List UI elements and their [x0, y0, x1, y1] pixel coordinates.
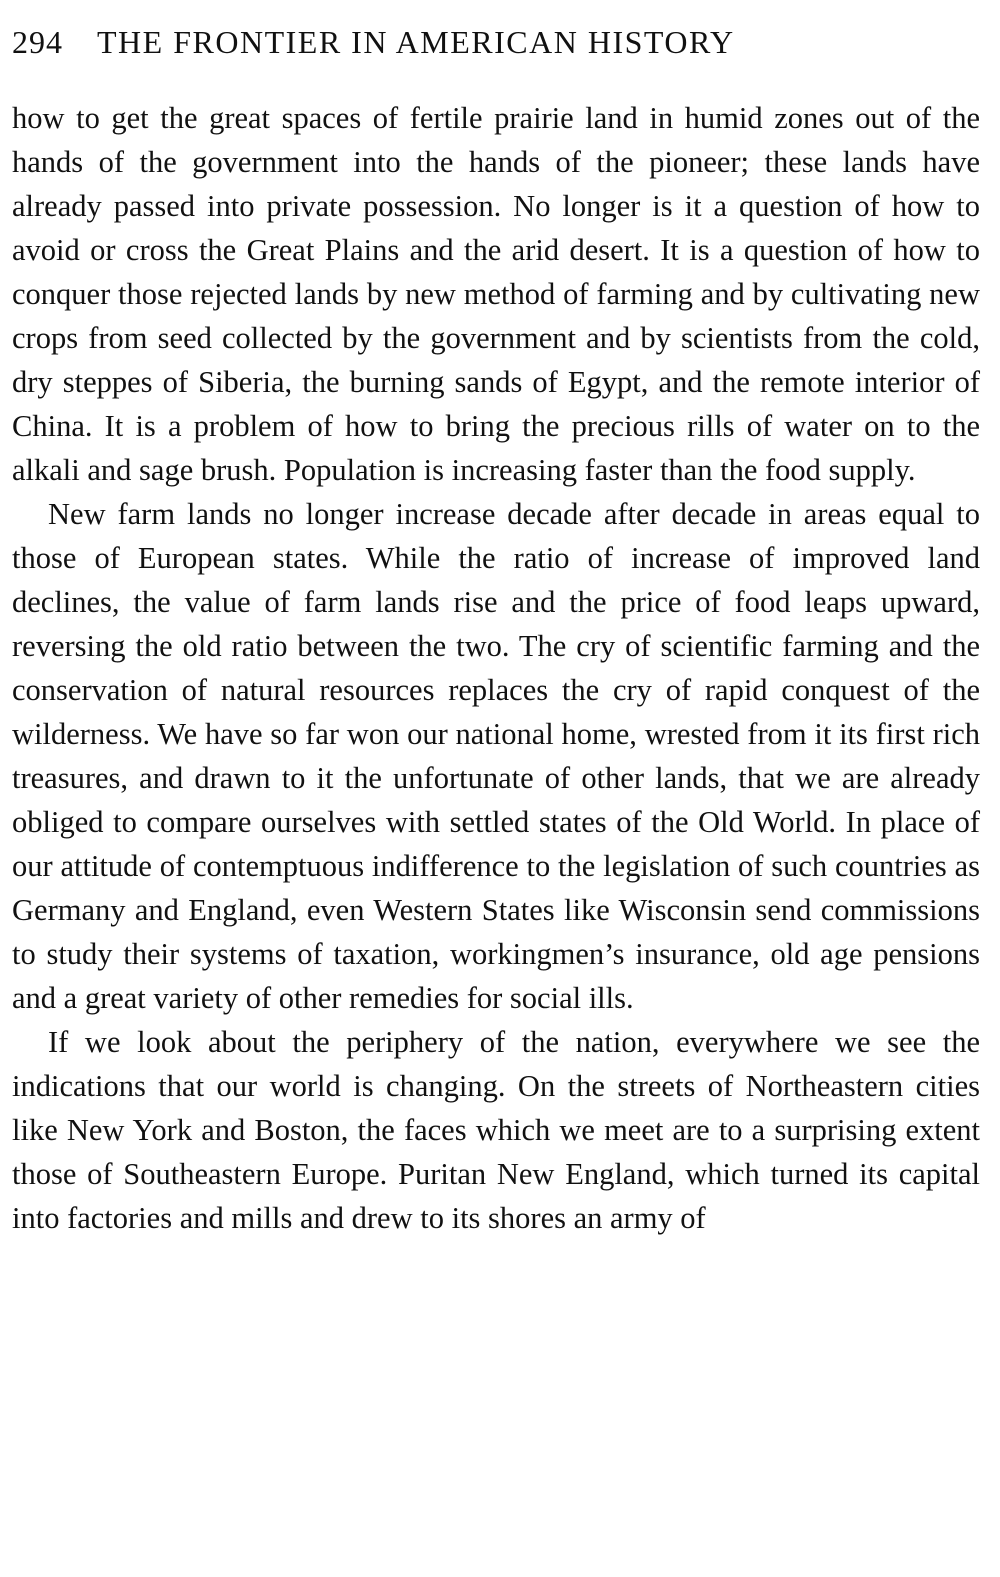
page-number: 294 — [12, 24, 63, 60]
paragraph: New farm lands no longer increase decade after decade in areas equal to those of European states. While the ratio of increase of improved land declines, the value of farm lands rise and the price of food leaps upward, reversing the old ratio between the two. The cry of scientific farming and the conservation of natural resources replaces the cry of rapid conquest of the wilderness. We have so far won our national home, wrested from it its first rich treasures, and drawn to it the unfortunate of other lands, that we are already obliged to compare ourselves with settled states of the Old World. In place of our attitude of contemptuous indifference to the legislation of such countries as Germany and England, even Western States like Wisconsin send commissions to study their systems of taxation, workingmen’s insurance, old age pensions and a great variety of other remedies for social ills. — [12, 497, 980, 1015]
paragraph: If we look about the periphery of the nation, everywhere we see the indications that our world is changing. On the streets of Northeastern cities like New York and Boston, the faces which we meet are to a surprising extent those of Southeastern Europe. Puritan New England, which turned its capital into factories and mills and drew to its shores an army of — [12, 1025, 980, 1235]
paragraph-continued: how to get the great spaces of fertile prairie land in humid zones out of the hands of the government into the hands of the pioneer; these lands have already passed into private possession. No longer is it a question of how to avoid or cross the Great Plains and the arid desert. It is a question of how to conquer those rejected lands by new method of farming and by cultivating new crops from seed collected by the government and by scientists from the cold, dry steppes of Siberia, the burning sands of Egypt, and the remote interior of China. It is a problem of how to bring the precious rills of water on to the alkali and sage brush. Population is increasing faster than the food supply. — [12, 101, 980, 487]
running-title: THE FRONTIER IN AMERICAN HISTORY — [97, 24, 735, 60]
book-page — [12, 0, 980, 1240]
running-head — [12, 0, 980, 64]
body-text — [12, 96, 980, 1240]
